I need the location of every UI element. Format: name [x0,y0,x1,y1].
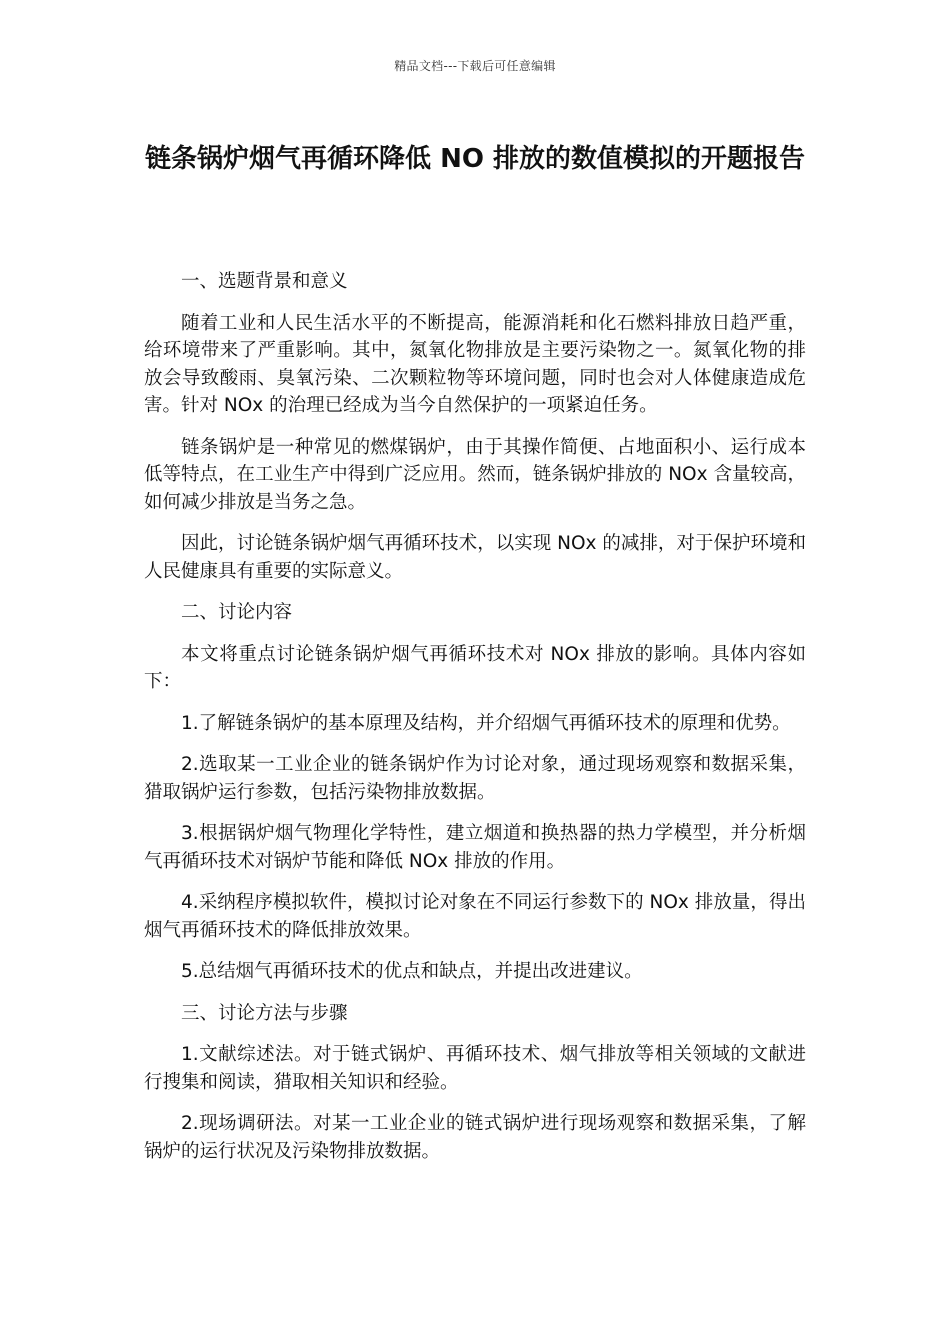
list-item: 2.选取某一工业企业的链条锅炉作为讨论对象，通过现场观察和数据采集，猎取锅炉运行参数，包括污染物排放数据。 [144,754,806,803]
list-item: 1.了解链条锅炉的基本原理及结构，并介绍烟气再循环技术的原理和优势。 [181,712,791,734]
list-item: 3.根据锅炉烟气物理化学特性，建立烟道和换热器的热力学模型，并分析烟气再循环技术对锅炉节能和降低 NOx 排放的作用。 [144,823,806,872]
list-item: 5.总结烟气再循环技术的优点和缺点，并提出改进建议。 [181,961,643,982]
document-body [144,268,806,1179]
paragraph: 随着工业和人民生活水平的不断提高，能源消耗和化石燃料排放日趋严重，给环境带来了严重影响。其中，氮氧化物排放是主要污染物之一。氮氧化物的排放会导致酸雨、臭氧污染、二次颗粒物等环境问题，同时也会对人体健康造成危害。针对 NOx 的治理已经成为当今自然保护的一项紧迫任务。 [144,312,806,416]
section-heading-methods: 三、讨论方法与步骤 [181,1002,348,1024]
paragraph: 因此，讨论链条锅炉烟气再循环技术，以实现 NOx 的减排，对于保护环境和人民健康具有重要的实际意义。 [144,533,806,582]
paragraph: 本文将重点讨论链条锅炉烟气再循环技术对 NOx 排放的影响。具体内容如下： [144,643,806,692]
list-item: 2.现场调研法。对某一工业企业的链式锅炉进行现场观察和数据采集，了解锅炉的运行状况及污染物排放数据。 [144,1113,806,1162]
section-heading-content: 二、讨论内容 [181,602,293,623]
header-note: 精品文档---下载后可任意编辑 [394,59,556,73]
section-heading-background: 一、选题背景和意义 [181,271,348,292]
list-item: 4.采纳程序模拟软件，模拟讨论对象在不同运行参数下的 NOx 排放量，得出烟气再循环技术的降低排放效果。 [144,892,806,941]
paragraph: 链条锅炉是一种常见的燃煤锅炉，由于其操作简便、占地面积小、运行成本低等特点，在工业生产中得到广泛应用。然而，链条锅炉排放的 NOx 含量较高，如何减少排放是当务之急。 [144,436,806,513]
document-title: 链条锅炉烟气再循环降低 NO 排放的数值模拟的开题报告 [145,144,805,174]
list-item: 1.文献综述法。对于链式锅炉、再循环技术、烟气排放等相关领域的文献进行搜集和阅读，猎取相关知识和经验。 [144,1044,806,1093]
